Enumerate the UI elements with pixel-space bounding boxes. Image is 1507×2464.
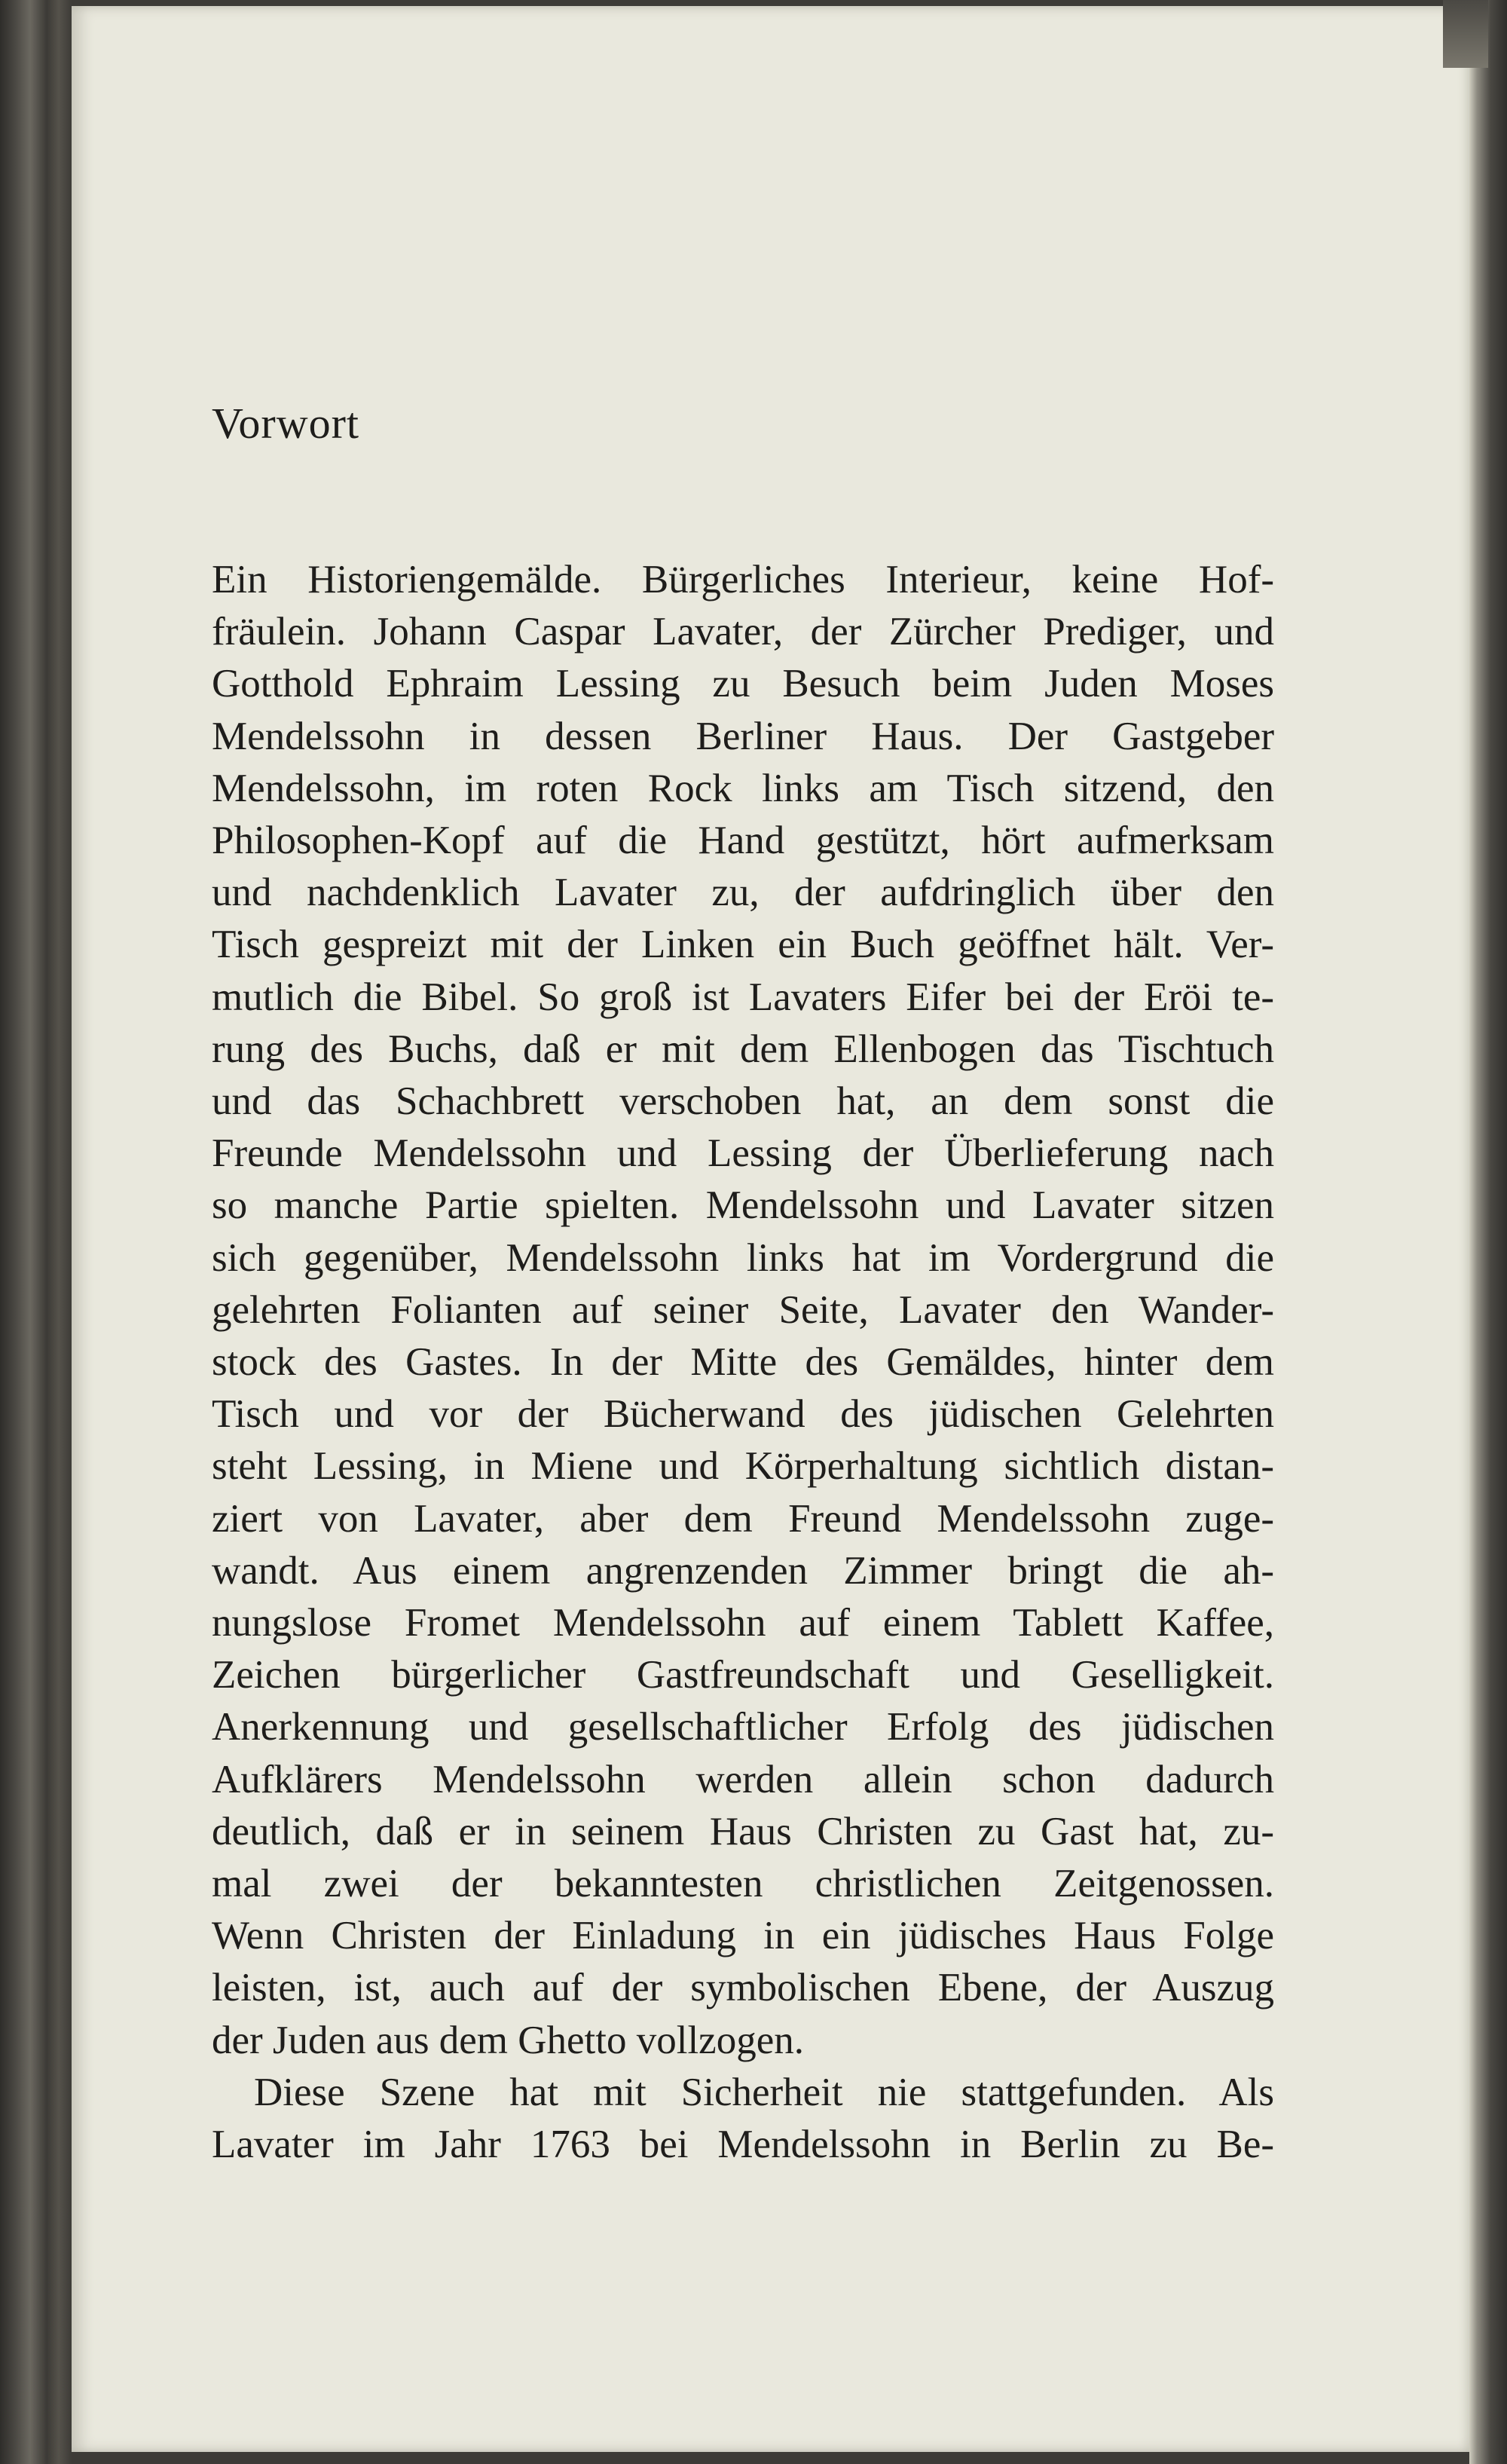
page-corner — [1443, 0, 1488, 68]
text-line: Anerkennung und gesellschaftlicher Erfolg des jüdischen — [212, 1705, 1274, 1749]
text-line: mal zwei der bekanntesten christlichen Zeitgenossen. — [212, 1862, 1274, 1906]
text-line: Lavater im Jahr 1763 bei Mendelssohn in Berlin zu Be- — [212, 2123, 1274, 2167]
text-line: Zeichen bürgerlicher Gastfreundschaft und Geselligkeit. — [212, 1653, 1274, 1697]
text-line: rung des Buchs, daß er mit dem Ellenbogen das Tischtuch — [212, 1027, 1274, 1071]
text-line: Mendelssohn in dessen Berliner Haus. Der Gastgeber — [212, 714, 1274, 758]
text-line: und nachdenklich Lavater zu, der aufdringlich über den — [212, 871, 1274, 915]
text-line: gelehrten Folianten auf seiner Seite, Lavater den Wander- — [212, 1287, 1274, 1332]
text-line: fräulein. Johann Caspar Lavater, der Zürcher Prediger, und — [212, 610, 1274, 654]
text-line: Tisch gespreizt mit der Linken ein Buch geöffnet hält. Ver- — [212, 923, 1274, 967]
text-line: Wenn Christen der Einladung in ein jüdisches Haus Folge — [212, 1914, 1274, 1958]
text-line: nungslose Fromet Mendelssohn auf einem Tablett Kaffee, — [212, 1601, 1274, 1645]
text-line: deutlich, daß er in seinem Haus Christen zu Gast hat, zu- — [212, 1809, 1274, 1853]
body-text — [212, 554, 1274, 2171]
chapter-heading: Vorwort — [212, 399, 360, 448]
text-line: der Juden aus dem Ghetto vollzogen. — [212, 2018, 804, 2062]
text-line: Ein Historiengemälde. Bürgerliches Interieur, keine Hof- — [212, 558, 1274, 601]
text-line: Freunde Mendelssohn und Lessing der Überlieferung nach — [212, 1131, 1274, 1176]
text-line: mutlich die Bibel. So groß ist Lavaters Eifer bei der Eröi te- — [212, 975, 1274, 1019]
text-line: Gotthold Ephraim Lessing zu Besuch beim Juden Moses — [212, 662, 1274, 706]
text-line: Philosophen-Kopf auf die Hand gestützt, hört aufmerksam — [212, 819, 1274, 863]
text-line: Diese Szene hat mit Sicherheit nie stattgefunden. Als — [254, 2070, 1274, 2114]
text-line: Mendelssohn, im roten Rock links am Tisch sitzend, den — [212, 766, 1274, 810]
text-line: und das Schachbrett verschoben hat, an dem sonst die — [212, 1079, 1274, 1124]
text-line: wandt. Aus einem angrenzenden Zimmer bringt die ah- — [212, 1548, 1274, 1593]
text-line: leisten, ist, auch auf der symbolischen Ebene, der Auszug — [212, 1966, 1274, 2010]
text-line: Aufklärers Mendelssohn werden allein schon dadurch — [212, 1757, 1274, 1801]
text-line: Tisch und vor der Bücherwand des jüdischen Gelehrten — [212, 1392, 1274, 1437]
text-line: so manche Partie spielten. Mendelssohn und Lavater sitzen — [212, 1183, 1274, 1228]
page-edge — [1469, 0, 1507, 2464]
text-line: ziert von Lavater, aber dem Freund Mendelssohn zuge- — [212, 1496, 1274, 1541]
text-line: sich gegenüber, Mendelssohn links hat im Vordergrund die — [212, 1235, 1274, 1280]
text-line: stock des Gastes. In der Mitte des Gemäldes, hinter dem — [212, 1340, 1274, 1385]
text-line: steht Lessing, in Miene und Körperhaltung sichtlich distan- — [212, 1444, 1274, 1489]
